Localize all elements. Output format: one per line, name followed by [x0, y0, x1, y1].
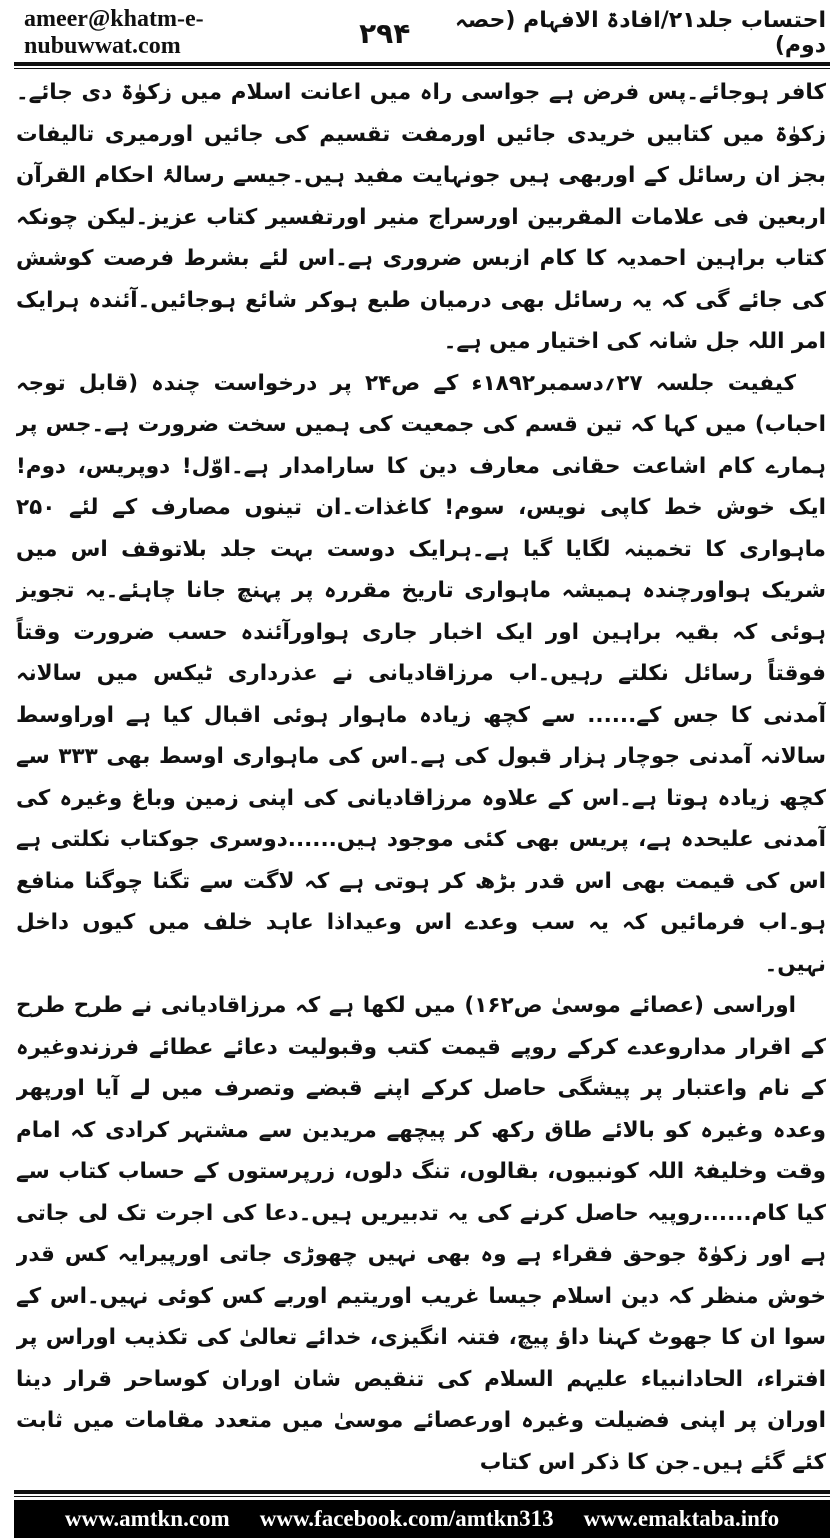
book-title: احتساب جلد۲۱/افادۃ الافہام (حصہ دوم): [454, 8, 826, 58]
page-body: [16, 72, 826, 1484]
header-rule-thin: [14, 68, 830, 69]
footer-rule-thin: [14, 1496, 830, 1497]
paragraph-3: اوراسی (عصائے موسیٰ ص۱۶۲) میں لکھا ہے کہ مرزاقادیانی نے طرح طرح کے اقرار مداروعدے کرکے روپے قیمت کتب وقبولیت دعائے عطائے فرزندوغیرہ کے نام واعتبار پر پیشگی حاصل کرکے اپنے قبضے وتصرف میں لے آیا اورپھر وعدہ وغیرہ کو بالائے طاق رکھ کر پیچھے مریدین سے مشتہر کرادی کہ امام وقت وخلیفۃ اللہ کونبیوں، بقالوں، تنگ دلوں، زرپرستوں کے حساب کتاب سے کیا کام......روپیہ حاصل کرنے کی یہ تدبیریں ہیں۔دعا کی اجرت تک لی جاتی ہے اور زکوٰۃ جوحق فقراء ہے وہ بھی نہیں چھوڑی جاتی اورپیرایہ کس قدر خوش منظر کہ دین اسلام جیسا غریب اوریتیم اوربے کس کوئی نہیں۔اس کے سوا ان کا جھوٹ کہنا داؤ پیچ، فتنہ انگیزی، خدائے تعالیٰ کی تکذیب اوراس پر افتراء، الحادانبیاء علیہم السلام کی تنقیص شان اوران کوساحر قرار دینا اوران پر اپنی فضیلت وغیرہ اورعصائے موسیٰ میں متعدد مقامات میں ثابت کئے گئے ہیں۔جن کا ذکر اس کتاب: [16, 993, 826, 1475]
page-footer: [14, 1500, 830, 1538]
paragraph-1: کافر ہوجائے۔پس فرض ہے جواسی راہ میں اعانت اسلام میں زکوٰۃ دی جائے۔زکوٰۃ میں کتابیں خریدی جائیں اورمفت تقسیم کی جائیں اورمیری تالیفات بجز ان رسائل کے اوربھی ہیں جونہایت مفید ہیں۔جیسے رسالۂ احکام القرآن اربعین فی علامات المقربین اورسراج منیر اورتفسیر کتاب عزیز۔لیکن چونکہ کتاب براہین احمدیہ کا کام ازبس ضروری ہے۔اس لئے بشرط فرصت کوشش کی جائے گی کہ یہ رسائل بھی درمیان طبع ہوکر شائع ہوجائیں۔آئندہ ہرایک امر اللہ جل شانہ کی اختیار میں ہے۔: [16, 80, 826, 354]
page-header: [24, 6, 826, 59]
footer-link-amtkn[interactable]: www.amtkn.com: [64, 1506, 230, 1531]
email-address[interactable]: ameer@khatm-e-nubuwwat.com: [24, 6, 204, 59]
footer-link-facebook[interactable]: www.facebook.com/amtkn313: [259, 1506, 554, 1531]
footer-rule: [14, 1490, 830, 1494]
header-rule: [14, 62, 830, 66]
header-left: [24, 6, 410, 60]
footer-link-emaktaba[interactable]: www.emaktaba.info: [583, 1506, 780, 1531]
paragraph-2: کیفیت جلسہ ۲۷؍دسمبر۱۸۹۲ء کے ص۲۴ پر درخواست چندہ (قابل توجہ احباب) میں کہا کہ تین قسم کی جمعیت کی ہمیں سخت ضرورت ہے۔جس پر ہمارے کام اشاعت حقانی معارف دین کا سارامدار ہے۔اوّل! دوپریس، دوم! ایک خوش خط کاپی نویس، سوم! کاغذات۔ان تینوں مصارف کے لئے ۲۵۰ ماہواری کا تخمینہ لگایا گیا ہے۔ہرایک دوست بہت جلد بلاتوقف اس میں شریک ہواورچندہ ہمیشہ ماہواری تاریخ مقررہ پر پہنچ جانا چاہئے۔یہ تجویز ہوئی کہ بقیہ براہین اور ایک اخبار جاری ہواورآئندہ حسب ضرورت وقتاً فوقتاً رسائل نکلتے رہیں۔اب مرزاقادیانی نے عذرداری ٹیکس میں سالانہ آمدنی کا جس کے...... سے کچھ زیادہ ماہوار ہوئی اقبال کیا ہے اوراوسط سالانہ آمدنی جوچار ہزار قبول کی ہے۔اس کی ماہواری اوسط بھی ۳۳۳ سے کچھ زیادہ ہوتا ہے۔اس کے علاوہ مرزاقادیانی کی اپنی زمین وباغ وغیرہ کی آمدنی علیحدہ ہے، پریس بھی کئی موجود ہیں......دوسری جوکتاب نکلتی ہے اس کی قیمت بھی اس قدر بڑھ کر ہوتی ہے کہ لاگت سے تگنا چوگنا منافع ہو۔اب فرمائیں کہ یہ سب وعدے اس وعیداذا عاہد خلف میں کیوں داخل نہیں۔: [16, 370, 826, 977]
page-number: ۲۹۴: [359, 16, 411, 50]
